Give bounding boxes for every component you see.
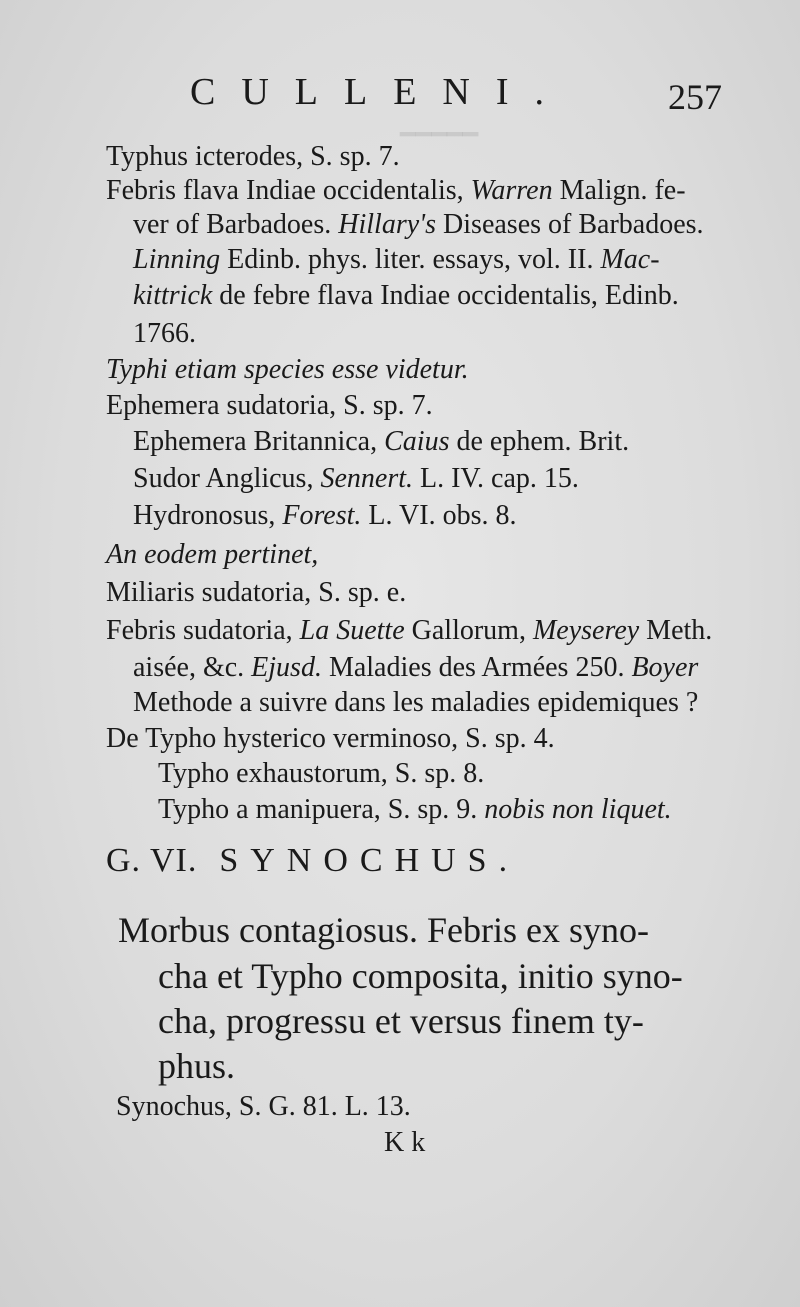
text-run: Gallorum,	[404, 615, 533, 646]
genus-heading	[106, 842, 519, 880]
text-line	[106, 579, 406, 607]
text-run: L. IV. cap. 15.	[413, 463, 579, 494]
text-run: Edinb. phys. liter. essays, vol. II.	[220, 244, 601, 275]
definition-line: cha, progressu et versus finem ty-	[158, 1001, 644, 1041]
page-header	[0, 70, 800, 120]
text-run: Ephemera sudatoria, S. sp. 7.	[106, 390, 433, 421]
text-line	[133, 465, 579, 493]
text-line	[133, 320, 196, 348]
text-line	[106, 392, 433, 420]
italic-run: Caius	[384, 426, 450, 457]
text-line	[133, 689, 698, 717]
text-run: de febre flava Indiae occidentalis, Edinb.	[212, 280, 679, 311]
text-line	[106, 725, 555, 753]
text-run: Meth.	[639, 615, 713, 646]
text-run: de ephem. Brit.	[449, 426, 630, 457]
text-line	[106, 356, 469, 384]
text-run: Typhus icterodes, S. sp. 7.	[106, 141, 400, 172]
italic-run: Meyserey	[532, 615, 640, 646]
text-run: aisée, &c.	[133, 652, 252, 683]
italic-run: Sennert.	[320, 463, 413, 494]
text-run: Typho a manipuera, S. sp. 9.	[158, 794, 485, 825]
genus-number: G. VI.	[106, 842, 198, 879]
text-run: Hydronosus,	[133, 500, 283, 531]
text-run: Typho exhaustorum, S. sp. 8.	[158, 758, 485, 789]
page-number: 257	[668, 77, 722, 117]
italic-run: Linning	[133, 244, 221, 275]
text-line	[133, 654, 698, 682]
text-run: Malign. fe-	[552, 175, 686, 206]
italic-run: Forest.	[282, 500, 362, 531]
text-run: Ephemera Britannica,	[133, 426, 385, 457]
italic-run: Typhi etiam species esse videtur.	[106, 354, 469, 385]
text-run: Febris sudatoria,	[106, 615, 300, 646]
italic-run: Warren	[470, 175, 553, 206]
text-line	[133, 282, 679, 310]
bleed-through-decoration: ━━━━━	[400, 120, 479, 149]
text-line	[158, 760, 484, 788]
definition-line: Morbus contagiosus. Febris ex syno-	[118, 910, 649, 950]
italic-run: Boyer	[631, 652, 699, 683]
text-line	[133, 246, 660, 274]
genus-name: SYNOCHUS.	[219, 842, 520, 879]
text-line	[106, 177, 686, 205]
text-line	[158, 796, 672, 824]
signature-mark: K k	[384, 1127, 426, 1158]
text-run: Diseases of Barbadoes.	[436, 209, 704, 240]
synonym-line: Synochus, S. G. 81. L. 13.	[116, 1091, 411, 1122]
definition-line: phus.	[158, 1046, 236, 1086]
italic-run: La Suette	[299, 615, 405, 646]
text-line	[106, 143, 400, 171]
text-run: 1766.	[133, 318, 196, 349]
text-run: Sudor Anglicus,	[133, 463, 321, 494]
text-run: De Typho hysterico verminoso, S. sp. 4.	[106, 723, 555, 754]
text-line	[133, 211, 704, 239]
text-run: L. VI. obs. 8.	[361, 500, 517, 531]
text-line	[106, 617, 712, 645]
text-line	[133, 502, 516, 530]
text-run: ver of Barbadoes.	[133, 209, 339, 240]
text-run: Methode a suivre dans les maladies epidemiques ?	[133, 687, 699, 718]
text-run: Miliaris sudatoria, S. sp. e.	[106, 577, 407, 608]
italic-run: nobis non liquet.	[484, 794, 672, 825]
italic-run: kittrick	[133, 280, 213, 311]
definition-line: cha et Typho composita, initio syno-	[158, 956, 683, 996]
italic-run: Ejusd.	[251, 652, 322, 683]
running-title: CULLENI.	[190, 71, 571, 113]
italic-run: Mac-	[600, 244, 660, 275]
text-run: Maladies des Armées 250.	[321, 652, 632, 683]
text-line	[106, 541, 318, 569]
italic-run: Hillary's	[338, 209, 437, 240]
text-run: Febris flava Indiae occidentalis,	[106, 175, 471, 206]
text-line	[133, 428, 629, 456]
italic-run: An eodem pertinet,	[106, 539, 319, 570]
